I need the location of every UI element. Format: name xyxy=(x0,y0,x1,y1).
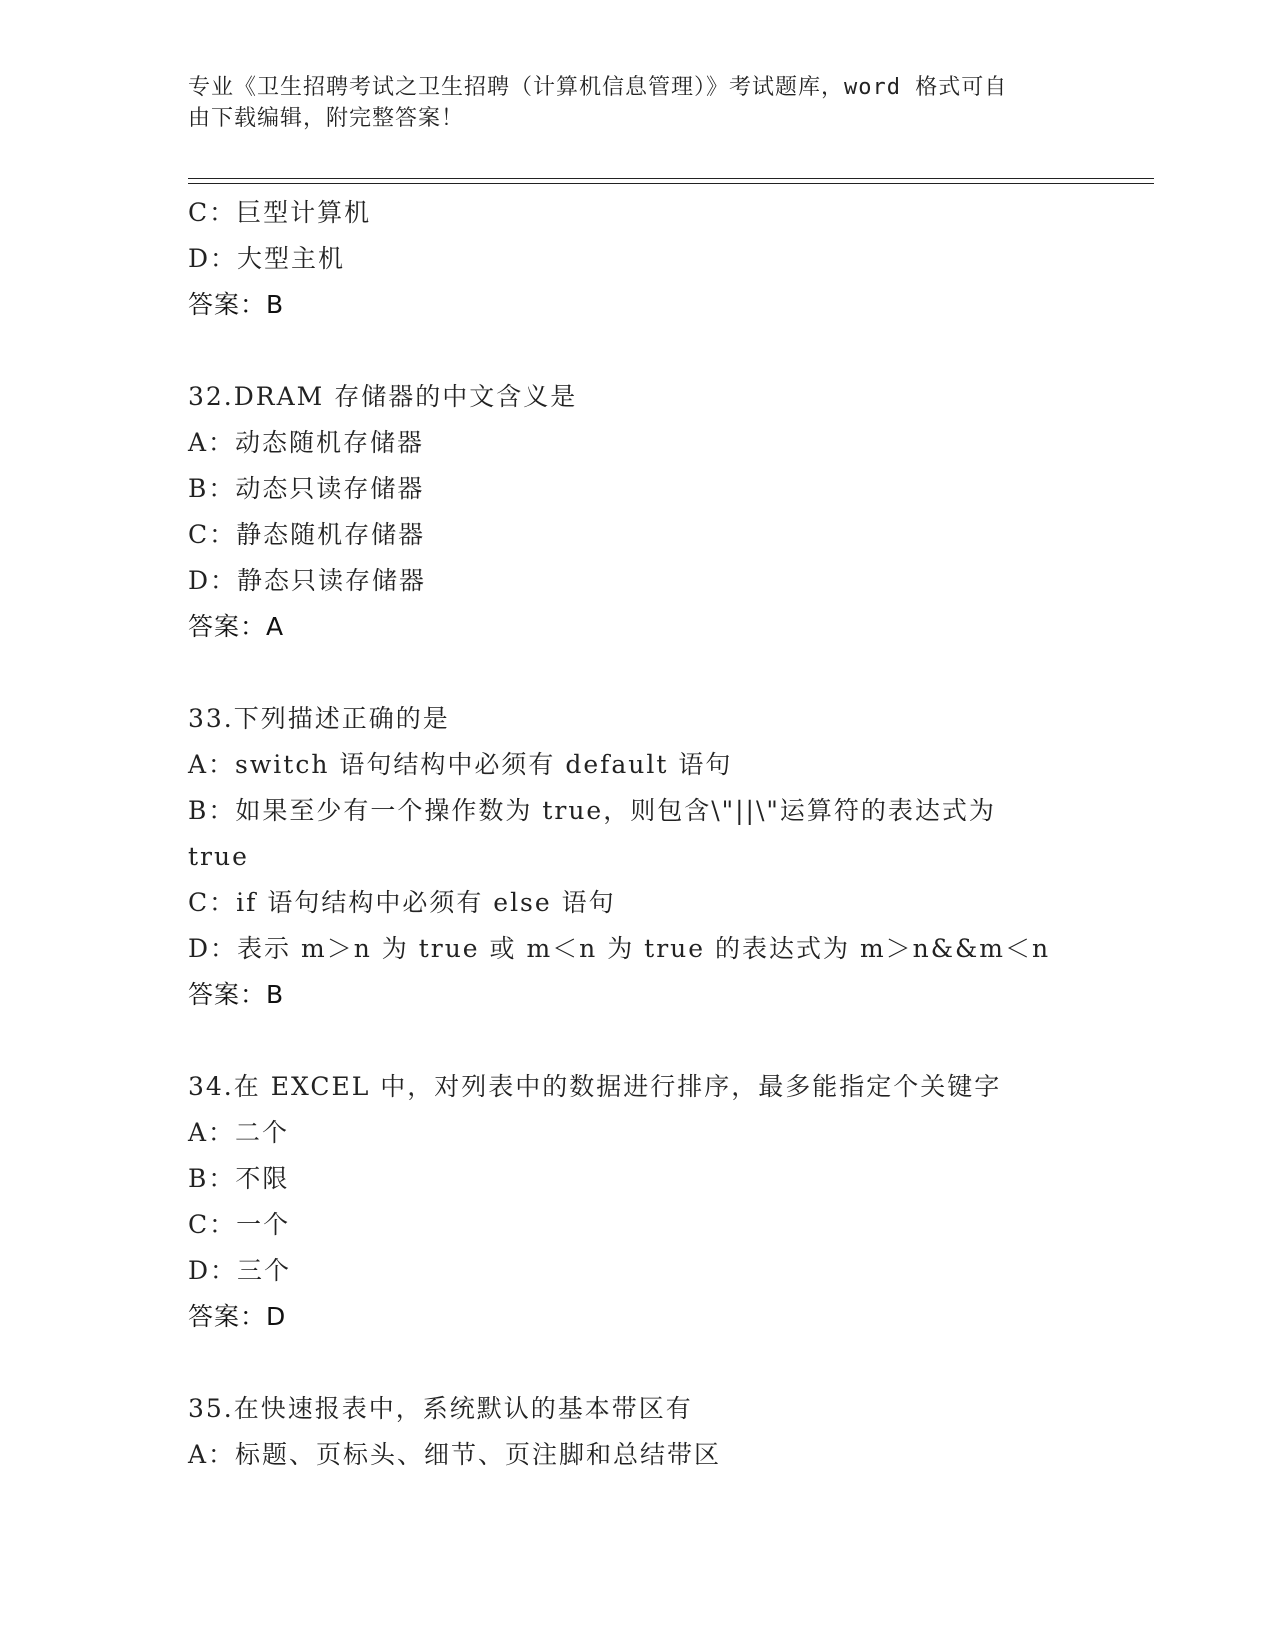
option-d: D：大型主机 xyxy=(188,244,346,273)
option-a: A：动态随机存储器 xyxy=(188,428,425,457)
header-line-1: 专业《卫生招聘考试之卫生招聘（计算机信息管理）》考试题库，word 格式可自 xyxy=(188,75,1008,100)
question-stem: 35.在快速报表中，系统默认的基本带区有 xyxy=(188,1394,693,1423)
option-a: A：标题、页标头、细节、页注脚和总结带区 xyxy=(188,1440,722,1469)
option-d: D：三个 xyxy=(188,1256,292,1285)
header-divider-bottom xyxy=(188,183,1154,184)
question-stem: 34.在 EXCEL 中，对列表中的数据进行排序，最多能指定个关键字 xyxy=(188,1072,1002,1101)
answer: 答案：D xyxy=(188,1302,287,1331)
document-header xyxy=(188,72,1088,134)
answer: 答案：B xyxy=(188,290,285,319)
option-d: D：静态只读存储器 xyxy=(188,566,427,595)
option-b: B：动态只读存储器 xyxy=(188,474,425,503)
option-d: D：表示 m＞n 为 true 或 m＜n 为 true 的表达式为 m＞n&&m＜n xyxy=(188,934,1051,963)
question-33 xyxy=(188,696,1148,1018)
question-gap xyxy=(188,1340,1148,1386)
option-b: B：如果至少有一个操作数为 true，则包含\"||\"运算符的表达式为 xyxy=(188,796,996,825)
question-stem: 33.下列描述正确的是 xyxy=(188,704,450,733)
option-c: C：一个 xyxy=(188,1210,291,1239)
question-35 xyxy=(188,1386,1148,1478)
option-a: A：switch 语句结构中必须有 default 语句 xyxy=(188,750,733,779)
answer: 答案：B xyxy=(188,980,285,1009)
header-divider-top xyxy=(188,178,1154,179)
question-stem: 32.DRAM 存储器的中文含义是 xyxy=(188,382,578,411)
question-31 xyxy=(188,190,1148,328)
question-list xyxy=(188,190,1148,1478)
option-b: B：不限 xyxy=(188,1164,290,1193)
option-b-continued: true xyxy=(188,842,249,871)
header-line-2: 由下载编辑，附完整答案！ xyxy=(188,106,465,131)
question-gap xyxy=(188,1018,1148,1064)
option-c: C：静态随机存储器 xyxy=(188,520,426,549)
option-c: C：巨型计算机 xyxy=(188,198,372,227)
question-32 xyxy=(188,374,1148,650)
question-34 xyxy=(188,1064,1148,1340)
answer: 答案：A xyxy=(188,612,285,641)
question-gap xyxy=(188,650,1148,696)
option-a: A：二个 xyxy=(188,1118,290,1147)
option-c: C：if 语句结构中必须有 else 语句 xyxy=(188,888,616,917)
question-gap xyxy=(188,328,1148,374)
